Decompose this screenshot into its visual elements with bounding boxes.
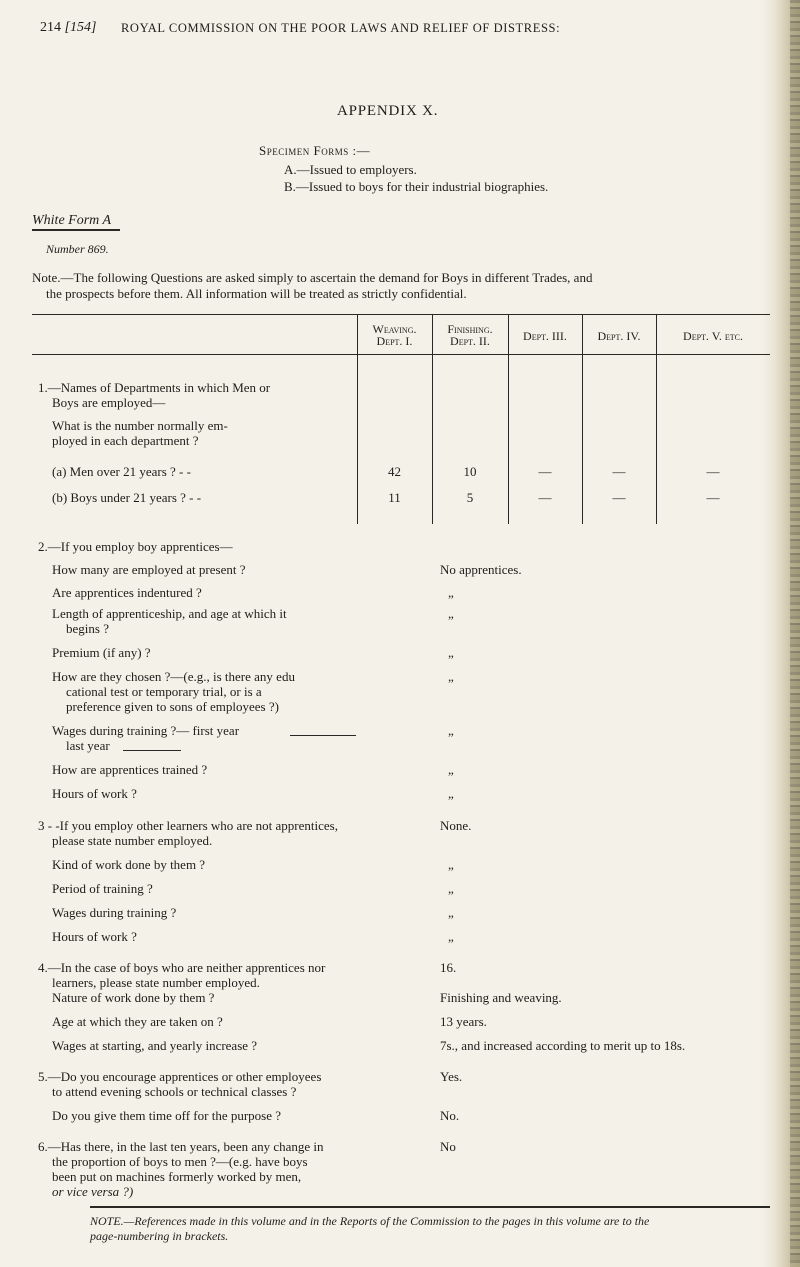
q2-item-cont: cational test or temporary trial, or is a	[66, 684, 262, 699]
table-header-rule	[32, 354, 770, 355]
note-line-1: Note.—The following Questions are asked simply to ascertain the demand for Boys in different Trades, and	[32, 270, 593, 285]
ditto-mark: „	[448, 881, 454, 896]
col-header-dept-5: Dept. V. etc.	[683, 329, 743, 343]
q2-item: How are they chosen ?—(e.g., is there any edu	[52, 669, 295, 684]
q3-line-2: please state number employed.	[52, 833, 213, 848]
form-label-underline	[32, 229, 120, 231]
q4-answer-nature: Finishing and weaving.	[440, 990, 562, 1005]
ditto-mark: „	[448, 645, 454, 660]
q1b-line-2: ployed in each department ?	[52, 433, 199, 448]
q2-answer-main: No apprentices.	[440, 562, 522, 577]
q1-line-2: Boys are employed—	[52, 395, 166, 410]
ditto-mark: „	[448, 606, 454, 621]
number-label: Number 869.	[46, 242, 109, 256]
q4-line-3: Nature of work done by them ?	[52, 990, 215, 1005]
q2-item: Are apprentices indentured ?	[52, 585, 202, 600]
q2-title: 2.—If you employ boy apprentices—	[38, 539, 233, 554]
page-number: 214 [154]	[40, 20, 97, 35]
form-label: White Form A	[32, 213, 112, 228]
table-cell: —	[538, 464, 552, 479]
ditto-mark: „	[448, 857, 454, 872]
q3-item: Wages during training ?	[52, 905, 177, 920]
q5-line-2: to attend evening schools or technical classes ?	[52, 1084, 297, 1099]
table-cell: —	[538, 490, 552, 505]
q5-answer-1: Yes.	[440, 1069, 463, 1084]
table-top-rule	[32, 314, 770, 315]
q1-line-1: 1.—Names of Departments in which Men or	[38, 380, 271, 395]
q4-wages-answer: 7s., and increased according to merit up to 18s.	[440, 1038, 686, 1053]
specimen-heading: Specimen Forms :—	[259, 143, 371, 158]
footnote-line-2: page-numbering in brackets.	[90, 1229, 229, 1243]
blank-line	[123, 750, 181, 751]
specimen-b: B.—Issued to boys for their industrial biographies.	[284, 179, 549, 194]
q6-line-3: been put on machines formerly worked by men,	[52, 1169, 302, 1184]
table-cell: 42	[388, 464, 401, 479]
q6-line-2: the proportion of boys to men ?—(e.g. have boys	[52, 1154, 308, 1169]
q2-item: How many are employed at present ?	[52, 562, 246, 577]
blank-line	[290, 735, 356, 736]
ditto-mark: „	[448, 786, 454, 801]
q2-item-cont: begins ?	[66, 621, 109, 636]
appendix-title: APPENDIX X.	[337, 103, 439, 119]
q1b-line-1: What is the number normally em-	[52, 418, 228, 433]
note-line-2: the prospects before them. All information will be treated as strictly confidential.	[46, 286, 467, 301]
table-cell: 11	[388, 490, 401, 505]
footnote-rule	[90, 1206, 770, 1208]
q4-answer-number: 16.	[440, 960, 457, 975]
ditto-mark: „	[448, 929, 454, 944]
col-header-dept-4: Dept. IV.	[597, 329, 641, 343]
q6-line-4: or vice versa ?)	[52, 1184, 134, 1199]
row-men-label: (a) Men over 21 years ? - -	[52, 464, 191, 479]
q2-item: Hours of work ?	[52, 786, 137, 801]
q4-age-answer: 13 years.	[440, 1014, 487, 1029]
running-title: ROYAL COMMISSION ON THE POOR LAWS AND RELIEF OF DISTRESS:	[121, 21, 561, 35]
q2-item: Premium (if any) ?	[52, 645, 151, 660]
q5-question-2: Do you give them time off for the purpose ?	[52, 1108, 282, 1123]
q5-answer-2: No.	[440, 1108, 460, 1123]
table-cell: —	[706, 490, 720, 505]
ditto-mark: „	[448, 762, 454, 777]
q6-line-1: 6.—Has there, in the last ten years, been any change in	[38, 1139, 324, 1154]
q2-item-cont: last year	[66, 738, 110, 753]
q3-line-1: 3 - -If you employ other learners who are not apprentices,	[38, 818, 338, 833]
table-cell: —	[706, 464, 720, 479]
q4-line-1: 4.—In the case of boys who are neither apprentices nor	[38, 960, 326, 975]
q3-item: Period of training ?	[52, 881, 153, 896]
q2-item: Wages during training ?— first year	[52, 723, 240, 738]
col-header-dept-2: Finishing. Dept. II.	[447, 322, 493, 348]
footnote-line-1: NOTE.—References made in this volume and in the Reports of the Commission to the pages in this volume are to the	[90, 1214, 650, 1228]
col-header-dept-1: Weaving. Dept. I.	[372, 322, 417, 348]
q2-item: How are apprentices trained ?	[52, 762, 208, 777]
book-binding-edge	[790, 0, 800, 1267]
q3-item: Kind of work done by them ?	[52, 857, 206, 872]
col-header-dept-3: Dept. III.	[523, 329, 567, 343]
table-cell: 5	[466, 490, 474, 505]
q4-age-question: Age at which they are taken on ?	[52, 1014, 223, 1029]
table-cell: 10	[463, 464, 477, 479]
q3-item: Hours of work ?	[52, 929, 137, 944]
row-boys-label: (b) Boys under 21 years ? - -	[52, 490, 202, 505]
ditto-mark: „	[448, 905, 454, 920]
q4-line-2: learners, please state number employed.	[52, 975, 260, 990]
ditto-mark: „	[448, 669, 454, 684]
q2-item: Length of apprenticeship, and age at which it	[52, 606, 287, 621]
q3-answer-main: None.	[440, 818, 472, 833]
specimen-a: A.—Issued to employers.	[284, 162, 417, 177]
ditto-mark: „	[448, 723, 454, 738]
q2-item-cont: preference given to sons of employees ?)	[66, 699, 279, 714]
q6-answer: No	[440, 1139, 456, 1154]
q5-line-1: 5.—Do you encourage apprentices or other employees	[38, 1069, 322, 1084]
table-cell: —	[612, 490, 626, 505]
table-cell: —	[612, 464, 626, 479]
ditto-mark: „	[448, 585, 454, 600]
q4-wages-question: Wages at starting, and yearly increase ?	[52, 1038, 258, 1053]
